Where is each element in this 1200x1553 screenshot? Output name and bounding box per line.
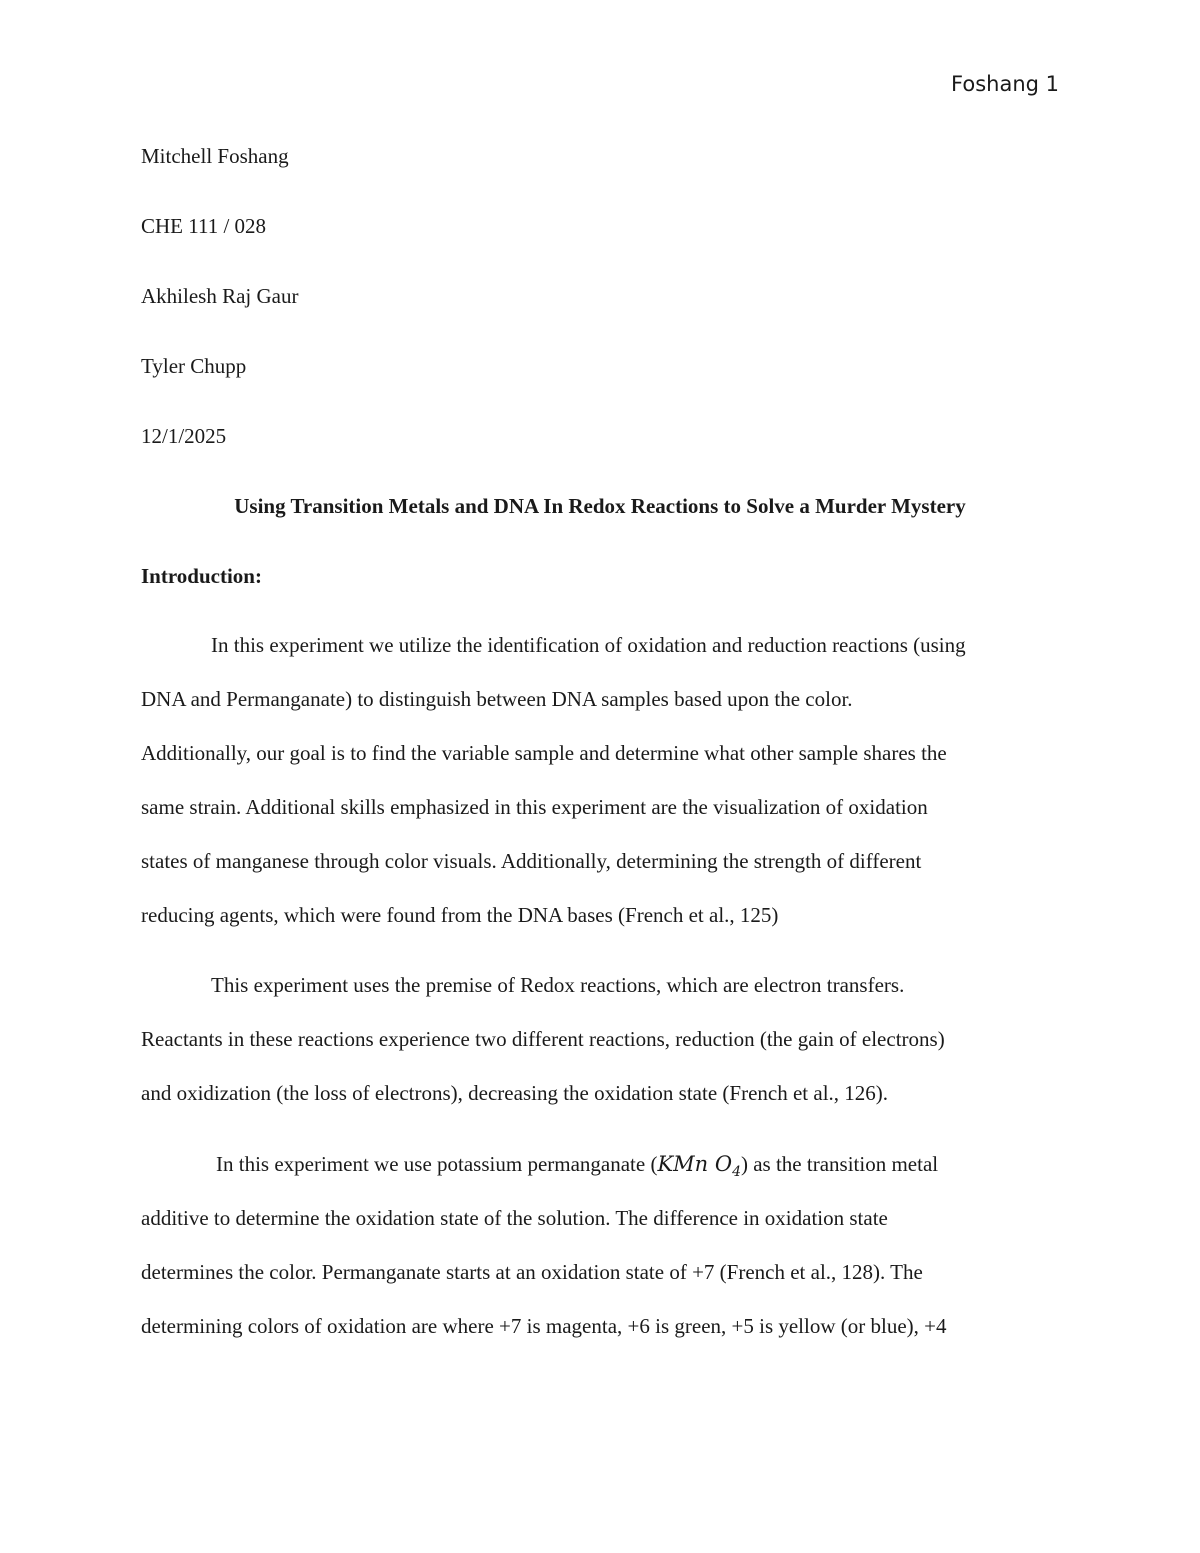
paragraph-line: and oxidization (the loss of electrons), decreasing the oxidation state (French et al., 126). (141, 1081, 889, 1105)
mla-heading (141, 140, 1059, 490)
line-text: In this experiment we use potassium permanganate ( (216, 1152, 658, 1176)
paragraph-line: In this experiment we utilize the identification of oxidation and reduction reactions (using (211, 633, 966, 657)
paragraph-line: determines the color. Permanganate starts at an oxidation state of +7 (French et al., 128). The (141, 1260, 923, 1284)
paragraph-line: reducing agents, which were found from the DNA bases (French et al., 125) (141, 903, 779, 927)
kmno4-formula (657, 1152, 741, 1181)
paragraph-line (141, 1148, 1059, 1202)
course-number: CHE 111 / 028 (141, 214, 267, 238)
paragraph-line: Additionally, our goal is to find the variable sample and determine what other sample shares the (141, 741, 947, 765)
paragraph-2 (141, 969, 1059, 1131)
line-text: ) as the transition metal (740, 1152, 939, 1176)
formula-subscript: 4 (732, 1164, 741, 1181)
formula-main: KMn O (657, 1152, 733, 1176)
running-head: Foshang 1 (951, 72, 1059, 96)
paragraph-line: additive to determine the oxidation state of the solution. The difference in oxidation state (141, 1206, 888, 1230)
student-name: Mitchell Foshang (141, 144, 289, 168)
paragraph-line: DNA and Permanganate) to distinguish between DNA samples based upon the color. (141, 687, 853, 711)
introduction-heading: Introduction: (141, 564, 262, 588)
paragraph-3 (141, 1148, 1059, 1364)
partner-name: Tyler Chupp (141, 354, 247, 378)
paragraph-line: This experiment uses the premise of Redox reactions, which are electron transfers. (211, 973, 905, 997)
paragraph-line: states of manganese through color visuals. Additionally, determining the strength of different (141, 849, 922, 873)
paragraph-line: same strain. Additional skills emphasized in this experiment are the visualization of oxidation (141, 795, 928, 819)
paragraph-1 (141, 629, 1059, 953)
paper-title: Using Transition Metals and DNA In Redox Reactions to Solve a Murder Mystery (234, 494, 966, 518)
instructor-name: Akhilesh Raj Gaur (141, 284, 299, 308)
date: 12/1/2025 (141, 424, 227, 448)
paragraph-line: determining colors of oxidation are where +7 is magenta, +6 is green, +5 is yellow (or blue), +4 (141, 1314, 947, 1338)
paragraph-line: Reactants in these reactions experience two different reactions, reduction (the gain of electrons) (141, 1027, 945, 1051)
